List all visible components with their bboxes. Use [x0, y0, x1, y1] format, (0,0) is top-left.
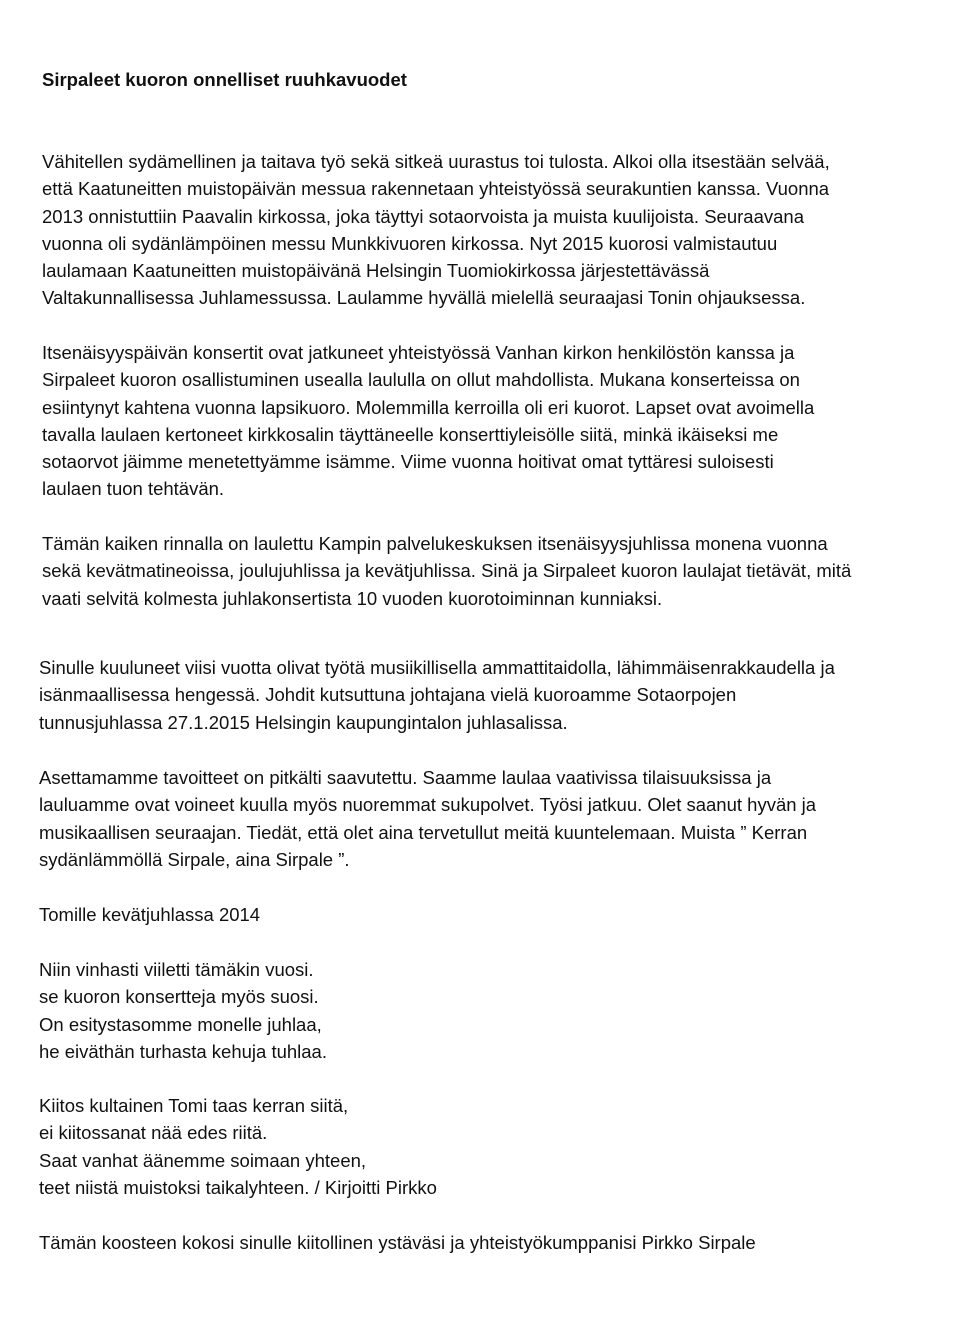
text-line: esiintynyt kahtena vuonna lapsikuoro. Molemmilla kerroilla oli eri kuorot. Lapset ovat avoimella	[42, 396, 815, 418]
text-line: Itsenäisyyspäivän konsertit ovat jatkuneet yhteistyössä Vanhan kirkon henkilöstön kanssa ja	[42, 342, 795, 363]
text-line: 2013 onnistuttiin Paavalin kirkossa, joka täyttyi sotaorvoista ja muista kuulijoista. Seuraavana	[42, 205, 804, 227]
text-line: laulaen tuon tehtävän.	[42, 478, 225, 500]
text-line: laulamaan Kaatuneitten muistopäivänä Helsingin Tuomiokirkossa järjestettävässä	[42, 260, 710, 282]
poem-stanza-2	[39, 1092, 437, 1201]
text-line: vuonna oli sydänlämpöinen messu Munkkivuoren kirkossa. Nyt 2015 kuorosi valmistautuu	[42, 232, 778, 254]
text-line: Niin vinhasti viiletti tämäkin vuosi.	[39, 959, 314, 980]
text-line: Saat vanhat äänemme soimaan yhteen,	[39, 1149, 367, 1171]
closing-line	[39, 1229, 756, 1256]
text-line: sekä kevätmatineoissa, joulujuhlissa ja kevätjuhlissa. Sinä ja Sirpaleet kuoron laulajat tietävät, mitä	[42, 560, 852, 582]
text-line: he eiväthän turhasta kehuja tuhlaa.	[39, 1040, 327, 1062]
text-line: On esitystasomme monelle juhlaa,	[39, 1013, 322, 1035]
text-line: Asettamamme tavoitteet on pitkälti saavutettu. Saamme laulaa vaativissa tilaisuuksissa ja	[39, 767, 772, 788]
paragraph-1	[42, 148, 830, 312]
text-line: vaati selvitä kolmesta juhlakonsertista 10 vuoden kuorotoiminnan kunniaksi.	[42, 587, 663, 609]
text-line: Sirpaleet kuoron osallistuminen usealla laululla on ollut mahdollista. Mukana konserteissa on	[42, 369, 800, 391]
text-line: Sinulle kuuluneet viisi vuotta olivat työtä musiikillisella ammattitaidolla, lähimmäisenrakkaudella ja	[39, 657, 835, 678]
paragraph-2	[42, 339, 814, 503]
text-line: sydänlämmöllä Sirpale, aina Sirpale ”.	[39, 848, 350, 870]
document-title: Sirpaleet kuoron onnelliset ruuhkavuodet	[42, 69, 407, 90]
paragraph-4	[39, 654, 835, 736]
text-line: Tomille kevätjuhlassa 2014	[39, 904, 261, 925]
paragraph-5	[39, 764, 816, 873]
poem-heading	[39, 901, 260, 928]
paragraph-3	[42, 530, 851, 612]
text-line: isänmaallisessa hengessä. Johdit kutsuttuna johtajana vielä kuoroamme Sotaorpojen	[39, 684, 737, 706]
poem-stanza-1	[39, 956, 327, 1065]
text-line: Tämän kaiken rinnalla on laulettu Kampin palvelukeskuksen itsenäisyysjuhlissa monena vuonna	[42, 533, 828, 554]
text-line: että Kaatuneitten muistopäivän messua rakennetaan yhteistyössä seurakuntien kanssa. Vuonna	[42, 178, 830, 200]
text-line: teet niistä muistoksi taikalyhteen. / Kirjoitti Pirkko	[39, 1176, 437, 1198]
text-line: lauluamme ovat voineet kuulla myös nuoremmat sukupolvet. Työsi jatkuu. Olet saanut hyvän ja	[39, 794, 817, 816]
text-line: se kuoron konsertteja myös suosi.	[39, 986, 319, 1008]
text-line: ei kiitossanat nää edes riitä.	[39, 1122, 268, 1144]
text-line: Vähitellen sydämellinen ja taitava työ sekä sitkeä uurastus toi tulosta. Alkoi olla itsestään selvää,	[42, 151, 830, 172]
text-line: musikaallisen seuraajan. Tiedät, että olet aina tervetullut meitä kuuntelemaan. Muista ” Kerran	[39, 821, 808, 843]
text-line: sotaorvot jäimme menetettyämme isämme. Viime vuonna hoitivat omat tyttäresi suloisesti	[42, 451, 774, 473]
text-line: Tämän koosteen kokosi sinulle kiitollinen ystäväsi ja yhteistyökumppanisi Pirkko Sirpale	[39, 1232, 756, 1253]
text-line: tavalla laulaen kertoneet kirkkosalin täyttäneelle konserttiyleisölle siitä, minkä ikäiseksi me	[42, 423, 779, 445]
text-line: tunnusjuhlassa 27.1.2015 Helsingin kaupungintalon juhlasalissa.	[39, 711, 568, 733]
text-line: Kiitos kultainen Tomi taas kerran siitä,	[39, 1095, 349, 1116]
text-line: Valtakunnallisessa Juhlamessussa. Laulamme hyvällä mielellä seuraajasi Tonin ohjauksessa.	[42, 287, 806, 309]
